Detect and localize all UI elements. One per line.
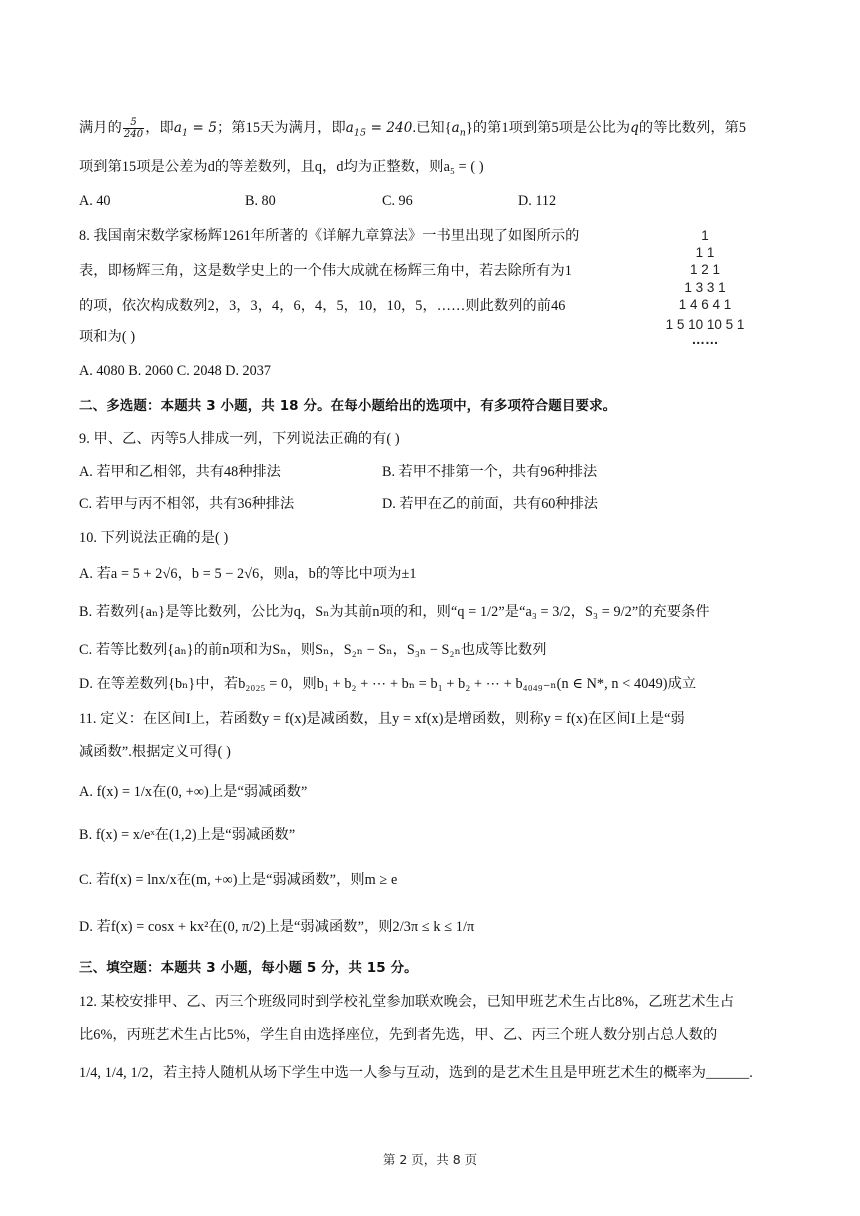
triangle-ellipsis: ……	[691, 332, 719, 347]
q10-option-c: C. 若等比数列{aₙ}的前n项和为Sₙ，则Sₙ，S₂ₙ − Sₙ，S₃ₙ − S₂ₙ也成等比数列	[79, 642, 547, 658]
q9-stem: 9. 甲、乙、丙等5人排成一列，下列说法正确的有( )	[79, 431, 400, 447]
q10-option-d: D. 在等差数列{bₙ}中，若b₂₀₂₅ = 0，则b₁ + b₂ + ⋯ + bₙ = b₁ + b₂ + ⋯ + b₄₀₄₉₋ₙ(n ∈ N*, n < 4049)成立	[79, 676, 697, 692]
q7-text-d: .已知{	[412, 119, 452, 136]
q12-line2: 比6%，丙班艺术生占比5%，学生自由选择座位，先到者先选，甲、乙、丙三个班人数分别占总人数的	[79, 1027, 718, 1043]
q7-text-b: ，即	[145, 119, 174, 136]
q7-text-a: 满月的	[79, 119, 122, 136]
q9-option-d: D. 若甲在乙的前面，共有60种排法	[382, 496, 598, 512]
q10-option-b: B. 若数列{aₙ}是等比数列，公比为q，Sₙ为其前n项的和，则“q = 1/2”是“a₃ = 3/2，S₃ = 9/2”的充要条件	[79, 604, 710, 620]
q11-option-c: C. 若f(x) = lnx/x在(m, +∞)上是“弱减函数”，则m ≥ e	[79, 872, 398, 888]
q7-line2: 项到第15项是公差为d的等差数列，且q，d均为正整数，则a₅ = ( )	[79, 159, 484, 175]
q11-line1: 11. 定义：在区间I上，若函数y = f(x)是减函数，且y = xf(x)是增函数，则称y = f(x)在区间I上是“弱	[79, 711, 685, 727]
q9-option-c: C. 若甲与丙不相邻，共有36种排法	[79, 496, 295, 512]
q10-stem: 10. 下列说法正确的是( )	[79, 530, 229, 546]
q11-option-b: B. f(x) = x/eˣ在(1,2)上是“弱减函数”	[79, 827, 296, 843]
q8-line4: 项和为( )	[79, 329, 136, 345]
q8-options: A. 4080 B. 2060 C. 2048 D. 2037	[79, 363, 271, 379]
triangle-row-2: 1 1	[695, 245, 715, 260]
q11-line2: 减函数”.根据定义可得( )	[79, 744, 231, 760]
q12-line1: 12. 某校安排甲、乙、丙三个班级同时到学校礼堂参加联欢晚会，已知甲班艺术生占比8%，乙班艺术生占	[79, 994, 735, 1010]
q7-frac-num: 5	[123, 117, 144, 129]
triangle-row-4: 1 3 3 1	[684, 280, 726, 295]
q8-line2: 表，即杨辉三角，这是数学史上的一个伟大成就在杨辉三角中，若去除所有为1	[79, 263, 572, 279]
q7-option-b: B. 80	[245, 193, 276, 209]
q8-line3: 的项，依次构成数列2，3，3，4，6，4，5，10，10，5，……则此数列的前46	[79, 298, 566, 314]
q9-option-a: A. 若甲和乙相邻，共有48种排法	[79, 464, 281, 480]
q7-frac-den: 240	[123, 129, 144, 140]
q8-line1: 8. 我国南宋数学家杨辉1261年所著的《详解九章算法》一书里出现了如图所示的	[79, 228, 580, 244]
q11-option-a: A. f(x) = 1/x在(0, +∞)上是“弱减函数”	[79, 784, 308, 800]
yang-hui-triangle	[620, 228, 790, 353]
triangle-row-1: 1	[701, 228, 709, 243]
q7-fraction	[123, 117, 144, 140]
triangle-row-5: 1 4 6 4 1	[678, 297, 732, 312]
q7-option-d: D. 112	[518, 193, 557, 209]
q7-option-c: C. 96	[382, 193, 413, 209]
q10-option-a: A. 若a = 5 + 2√6，b = 5 − 2√6，则a，b的等比中项为±1	[79, 566, 417, 582]
q7-line1: 满月的 $\frac{5}{240}$ ，即$a_1 = 5$；第15天为满月，即$a_{15} = 240$.已知$\{a_n\}$的第1项到第5项是公比为q的等比数列，第5	[79, 117, 747, 140]
q7-text-c: ；第15天为满月，即	[217, 119, 346, 136]
q9-option-b: B. 若甲不排第一个，共有96种排法	[382, 464, 598, 480]
triangle-row-6: 1 5 10 10 5 1	[665, 317, 745, 332]
q7-option-a: A. 40	[79, 193, 111, 209]
q12-line3: 1/4, 1/4, 1/2，若主持人随机从场下学生中选一人参与互动，选到的是艺术生且是甲班艺术生的概率为______.	[79, 1065, 753, 1081]
q11-option-d: D. 若f(x) = cosx + kx²在(0, π/2)上是“弱减函数”，则2/3π ≤ k ≤ 1/π	[79, 919, 475, 935]
q7-text-f: 的等比数列，第5	[638, 119, 747, 136]
page-footer: 第 2 页，共 8 页	[382, 1152, 478, 1167]
section-3-heading: 三、填空题：本题共 3 小题，每小题 5 分，共 15 分。	[79, 960, 418, 976]
section-2-heading: 二、多选题：本题共 3 小题，共 18 分。在每小题给出的选项中，有多项符合题目要求。	[79, 398, 617, 414]
q7-text-e: }的第1项到第5项是公比为	[465, 119, 631, 136]
triangle-row-3: 1 2 1	[689, 262, 721, 277]
